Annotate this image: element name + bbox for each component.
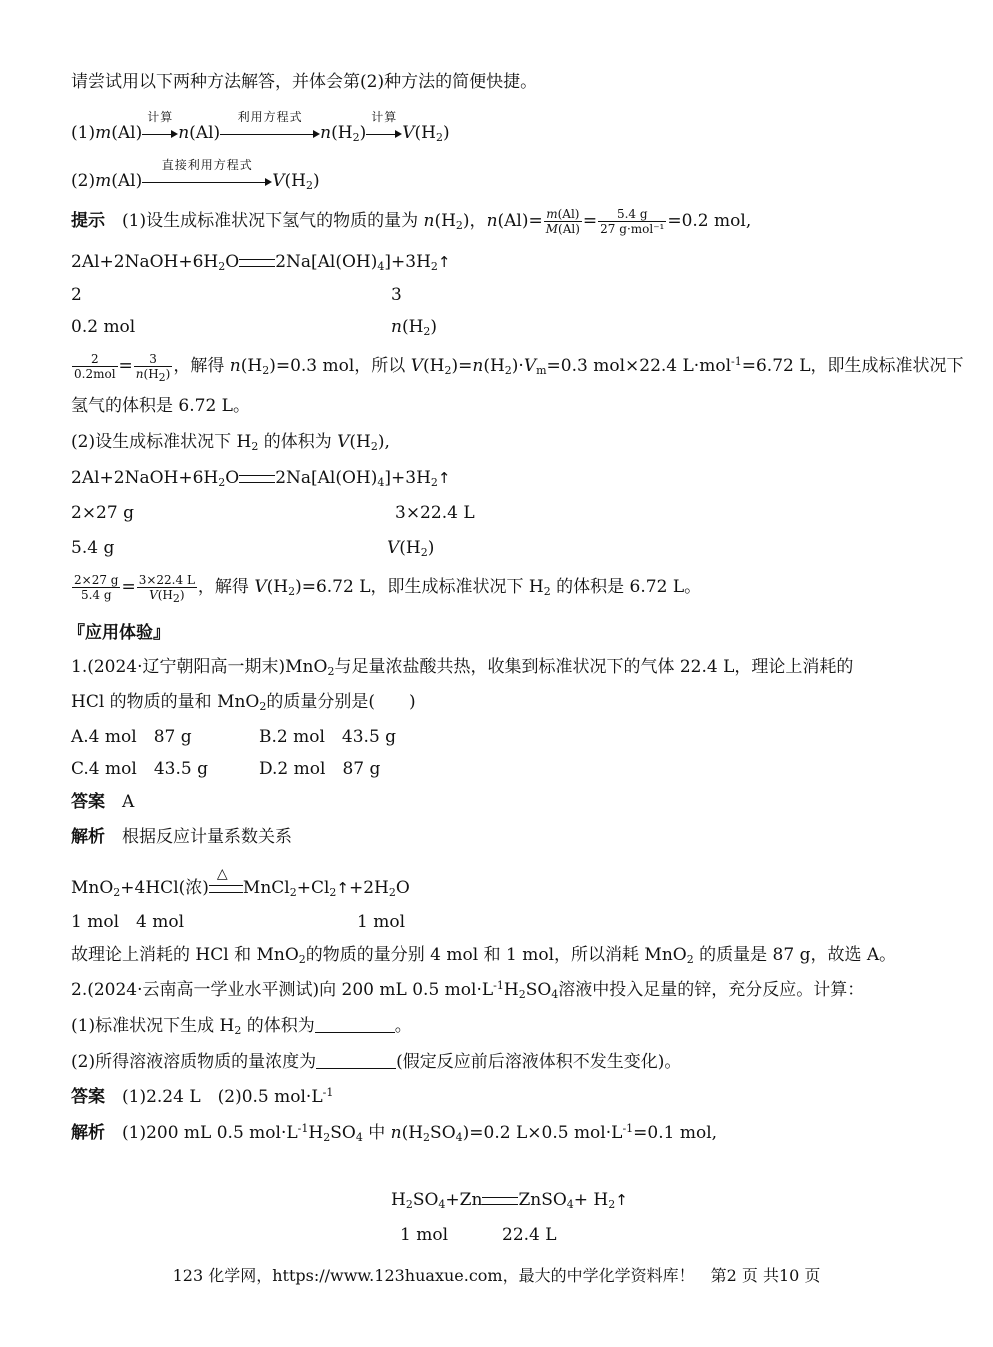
hint-line-1: 提示 (1)设生成标准状况下氢气的物质的量为 $n(H_2)$，n(Al)= $\frac{m(Al)}{M(Al)}$ = $\frac{5.4 g}{\text{27 g·mol⁻¹}}$ =0.2 mol, [71,207,752,236]
q1-equation: MnO$_2$+4HCl(浓) △ $MnCl_2+Cl_2↑+2H_2O$ [71,865,410,899]
q1-conclusion: 故理论上消耗的 HCl 和 MnO$_2$的物质的量分别 4 mol 和 1 mol，所以消耗 MnO$_2$ 的质量是 87 g，故选 A。 [71,945,897,966]
hint-label: 提示 [71,211,105,231]
equation-al-naoh-1: $2Al+2NaOH+6H_2O$ $2Na[Al(OH)_4]+3H_2↑$ [71,252,451,273]
q1-option-b: B.2 mol 43.5 g [259,727,397,747]
amount-line-2-right: $V(H_2)$ [387,538,435,559]
q1-analysis: 解析 根据反应计量系数关系 [71,827,292,847]
ratio-line-2: $\frac{2\times 27 g}{5.4 g}$ = $\frac{3\times 22.4 L}{V(H_2)}$ ，解得 $V(H_2)=6.72$ L，即生成标准状况下 $H_2$ 的体积是 6.72 L。 [74,573,702,605]
hint-part-2: (2)设生成标准状况下 $H_2$ 的体积为 $V(H_2)$, [71,432,390,453]
arrow-direct-equation: 直接利用方程式 [142,172,272,192]
intro-text: 请尝试用以下两种方法解答，并体会第(2)种方法的简便快捷。 [71,72,538,92]
q1-option-a: A.4 mol 87 g [71,727,192,747]
q1-option-c: C.4 mol 43.5 g [71,759,208,779]
ratio-line-1: $\frac{2}{\text{0.2mol}}$ = $\frac{3}{n(H_2)}$ ，解得 $n(H_2)=0.3$ mol，所以 $V(H_2)=n(H_2)\cdot V_m=0.3$ mol×22.4 L·mol$^{-1}$=6.72 L，即生成标准状况下 [74,352,964,384]
arrow-compute-2: 计算 [366,124,402,144]
q1-option-d: D.2 mol 87 g [259,759,381,779]
amount-line-1: 0.2 mol [71,317,136,337]
q1-stem-line-2: HCl 的物质的量和 MnO$_2$的质量分别是( ) [71,692,416,713]
q1-amount-line: 1 mol 4 mol [71,912,185,932]
q2-analysis: 解析 (1)200 mL 0.5 $mol\cdot L^{-1}H_2SO_4$ 中 $n(H_2SO_4)=0.2$ L×0.5 $mol\cdot L^{-1}=0.1$ mol, [71,1122,718,1144]
ratio-line-1-cont: 氢气的体积是 6.72 L。 [71,396,250,416]
q2-answer: 答案 (1)2.24 L (2)0.5 $mol\cdot L^{-1}$ [71,1086,334,1107]
q2-equation: $H_2SO_4+Zn$ ZnSO$_4$+ $H_2↑$ [391,1190,628,1211]
q2-blank-1 [315,1016,395,1033]
amount-line-2: 5.4 g [71,538,115,558]
arrow-compute-1: 计算 [142,124,178,144]
q2-amount-right: 22.4 L [502,1225,557,1245]
equation-al-naoh-2: $2Al+2NaOH+6H_2O$ $2Na[Al(OH)_4]+3H_2↑$ [71,468,451,489]
arrow-equation-1: 利用方程式 [220,124,320,144]
coef-line-2-right: 3×22.4 L [395,503,475,523]
q2-sub-2: (2)所得溶液溶质物质的量浓度为 (假定反应前后溶液体积不发生变化)。 [71,1052,682,1072]
q2-amount-left: 1 mol [400,1225,449,1245]
coef-line-2: 2×27 g [71,503,134,523]
q2-sub-1: (1)标准状况下生成 $H_2$ 的体积为 。 [71,1016,412,1037]
q2-stem: 2.(2024·云南高一学业水平测试)向 200 mL 0.5 $mol\cdot L^{-1}H_2SO_4$溶液中投入足量的锌，充分反应。计算： [71,979,865,1001]
coef-line-1-right: 3 [391,285,402,305]
page-footer: 123 化学网，https://www.123huaxue.com，最大的中学化学资料库！ 第2 页 共10 页 [172,1266,821,1285]
amount-line-1-right: $n(H_2)$ [391,317,438,338]
q1-answer: 答案 A [71,792,135,812]
coef-line-1: 2 [71,285,82,305]
method-1-flow: (1)m(Al) 计算 n(Al) 利用方程式 $n(H_2)$ 计算 $V(H_2)$ [71,109,450,144]
q2-blank-2 [316,1052,396,1069]
method-2-flow: (2)m(Al) 直接利用方程式 $V(H_2)$ [71,157,320,192]
q1-stem-line-1: 1.(2024·辽宁朝阳高一期末)MnO$_2$与足量浓盐酸共热，收集到标准状况下的气体 22.4 L，理论上消耗的 [71,657,854,678]
section-title: 『应用体验』 [68,623,170,643]
q1-amount-right: 1 mol [357,912,406,932]
